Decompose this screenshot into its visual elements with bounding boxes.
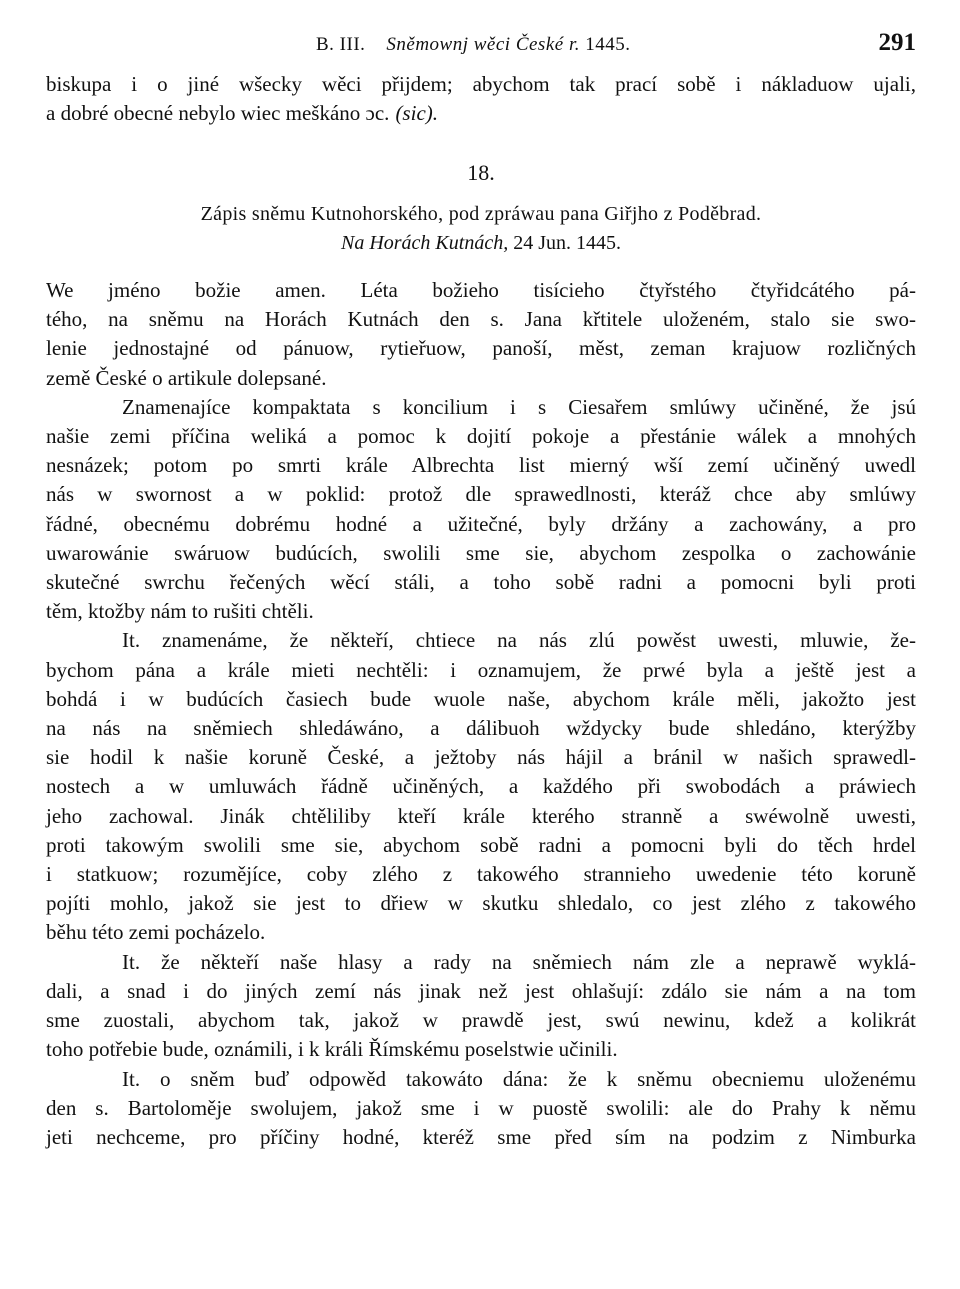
running-head-year: 1445.: [585, 34, 631, 55]
paragraph: [46, 393, 916, 627]
paragraph: [46, 1065, 916, 1153]
text-line: bohdá i w budúcích časiech bude wuole naše, abychom krále měli, jakožto jest: [46, 686, 916, 711]
sic-note: (sic).: [395, 101, 439, 126]
text-line: pojíti mohlo, jakož sie jest to dřiew w skutku shledalo, co jest zlého z takowého: [46, 891, 916, 916]
text-line: lenie jednostajné od pánuow, rytieřuow, panoší, měst, zeman krajuow rozličných: [46, 336, 916, 361]
text-line: It. o sněm buď odpowěd takowáto dána: že k sněmu obecniemu uloženému: [122, 1066, 916, 1091]
text-line: It. že někteří naše hlasy a rady na sněmiech nám zle a neprawě wyklá-: [122, 949, 916, 974]
text-line: proti takowým swolili sme sie, abychom sobě radni a pomocni byli do těch hrdel: [46, 832, 916, 857]
text-line: nás w swornost a w poklid: protož dle sprawedlnosti, kteráž chce aby smlúwy: [46, 482, 916, 507]
continuation-paragraph: [46, 70, 916, 128]
page-number: 291: [878, 29, 916, 56]
paragraph: [46, 276, 916, 393]
document-place: Na Horách Kutnách,: [340, 231, 509, 254]
text-line: jeti nechceme, pro příčiny hodné, kteréž sme před sím na podzim z Nimburka: [46, 1124, 916, 1149]
running-head: [46, 30, 916, 66]
text-line: tého, na sněmu na Horách Kutnách den s. Jana křtitele uloženém, stalo sie swo-: [46, 307, 916, 332]
text-line: bychom pána a krále mieti nechtěli: i oznamujem, že prwé byla a ještě jest a: [46, 657, 916, 682]
text-line: uwarowánie swáruow budúcích, swolili sme sie, abychom zespolka o zachowánie: [46, 540, 916, 565]
text-line: těm, ktožby nám to rušiti chtěli.: [46, 599, 314, 624]
text-line: It. znamenáme, že někteří, chtiece na nás zlú powěst uwesti, mluwie, že-: [122, 628, 916, 653]
text-line: sme zuostali, abychom tak, jakož w prawdě jest, swú newinu, kdež a kolikrát: [46, 1008, 916, 1033]
text-line: biskupa i o jiné wšecky wěci přijdem; abychom tak prací sobě i nákladuow ujali,: [46, 72, 916, 96]
text-line: i statkuow; rozumějíce, coby zlého z takowého strannieho uwedenie této koruně: [46, 862, 916, 887]
text-line: nesnázek; potom po smrti krále Albrechta list mierný wší zemí učiněný uwedl: [46, 453, 916, 478]
text-line: běhu této zemi pocházelo.: [46, 920, 266, 945]
text-line: na nás na sněmiech shledáwáno, a dálibuoh wždycky bude shledáno, kterýžby: [46, 716, 916, 741]
text-line: řádné, obecnému dobrému hodné a užitečné, byly držány a zachowány, a pro: [46, 511, 916, 536]
text-line: toho potřebie bude, oznámili, i k králi Římskému poselstwie učinili.: [46, 1037, 618, 1062]
text-line: nostech a w umluwách řádně učiněných, a každého při swobodách a práwiech: [46, 774, 916, 799]
running-head-part: B. III.: [316, 34, 366, 55]
document-number: 18.: [467, 160, 495, 186]
document-title: Zápis sněmu Kutnohorského, pod zpráwau pana Giřjho z Poděbrad.: [200, 202, 762, 225]
text-line: jeho zachowal. Jinák chtěliliby kteří krále kterého stranně a swéwolně uwesti,: [46, 803, 916, 828]
paragraph: [46, 948, 916, 1065]
text-line: We jméno božie amen. Léta božieho tisícieho čtyřstého čtyřidcátého pá-: [46, 278, 916, 303]
document-place-date: [46, 229, 916, 258]
document-body: [46, 276, 916, 1152]
text-line: Znamenajíce kompaktata s koncilium i s Ciesařem smlúwy učiněné, že jsú: [122, 394, 916, 419]
text-line: skutečné swrchu řečených wěcí stáli, a toho sobě radni a pomocni byli proti: [46, 570, 916, 595]
text-line: a dobré obecné nebylo wiec meškáno ɔc. (sic).: [46, 101, 439, 126]
text-line: země České o artikule dolepsané.: [46, 365, 327, 390]
text-line: našie zemi příčina weliká a pomoc k dojití pokoje a přestánie wálek a mnohých: [46, 424, 916, 449]
text-line: dali, a snad i do jiných zemí nás jinak než jest ohlašují: zdálo sie nám a na tom: [46, 978, 916, 1003]
text-line: sie hodil k našie koruně České, a ježtoby nás hájil a bránil w našich sprawedl-: [46, 745, 916, 770]
running-head-title: [316, 30, 630, 59]
document-date: 24 Jun. 1445.: [513, 231, 621, 254]
paragraph: [46, 626, 916, 947]
text-line: den s. Bartoloměje swolujem, jakož sme i w puostě swolili: ale do Prahy k němu: [46, 1095, 916, 1120]
running-head-italic: Sněmownj wěci České r.: [386, 34, 580, 55]
